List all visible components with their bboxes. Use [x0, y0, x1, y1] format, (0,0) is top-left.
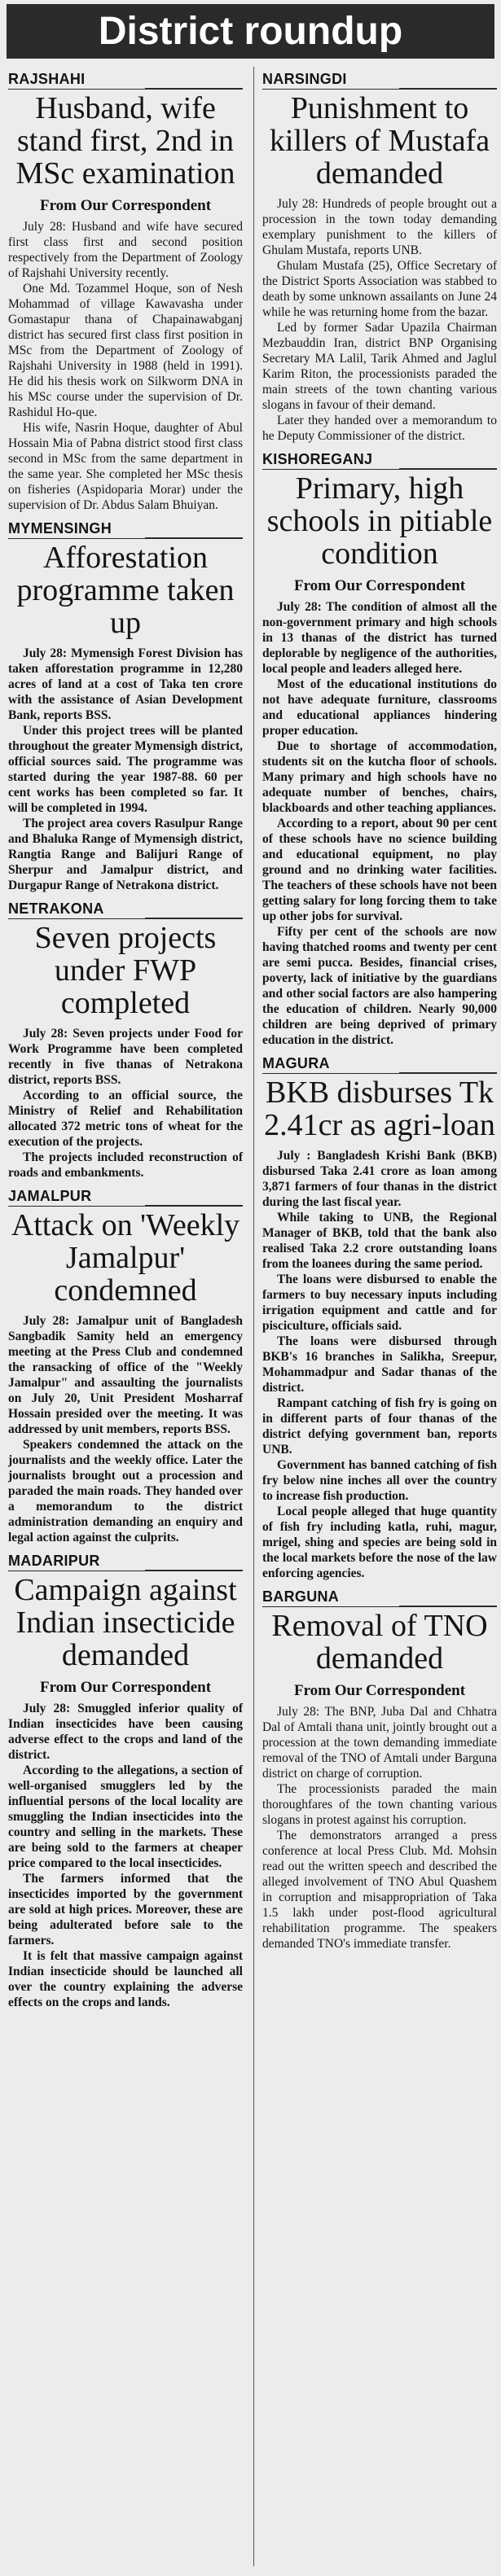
- story-dateline: RAJSHAHI: [8, 68, 243, 90]
- news-story: [8, 1550, 243, 2010]
- story-paragraph: It is felt that massive campaign against Indian insecticide should be launched all over the country explaining the adverse effects on the crops and lands.: [8, 1949, 243, 2009]
- story-paragraph: July : Bangladesh Krishi Bank (BKB) disbursed Taka 2.41 crore as loan among 3,871 farmers of four thanas in the district during the last fiscal year.: [262, 1149, 497, 1209]
- story-paragraph: July 28: Jamalpur unit of Bangladesh Sangbadik Samity held an emergency meeting at the Press Club and condemned the ransacking of office of the "Weekly Jamalpur" and assaulting the journalists on July 20, Unit President Mosharraf Hossain presided over the meeting. It was addressed by unit members, reports BSS.: [8, 1314, 243, 1436]
- story-paragraph: Later they handed over a memorandum to he Deputy Commissioner of the district.: [262, 414, 497, 443]
- story-paragraph: July 28: Mymensigh Forest Division has taken afforestation programme in 12,280 acres of land at a cost of Taka ten crore with the assistance of Asian Development Bank, reports BSS.: [8, 646, 243, 722]
- story-body: [8, 1313, 243, 1545]
- story-body: [262, 1148, 497, 1581]
- story-body: [262, 1704, 497, 1952]
- story-paragraph: Due to shortage of accommodation, students sit on the kutcha floor of schools. Many primary and high schools have no adequate number of benches, chairs, blackboards and other teaching appliances.: [262, 739, 497, 815]
- story-dateline: NETRAKONA: [8, 898, 243, 919]
- story-paragraph: July 28: The BNP, Juba Dal and Chhatra Dal of Amtali thana unit, jointly brought out a procession at the town demanding immediate removal of the TNO of Amtali under Barguna district on charge of corruption.: [262, 1705, 497, 1781]
- story-dateline: KISHOREGANJ: [262, 449, 497, 470]
- news-story: [8, 1185, 243, 1545]
- story-body: [262, 599, 497, 1048]
- story-headline: BKB disburses Tk 2.41cr as agri-loan: [264, 1076, 495, 1142]
- story-paragraph: The projects included reconstruction of roads and embankments.: [8, 1150, 243, 1180]
- story-headline: Attack on 'Weekly Jamalpur' condemned: [11, 1208, 240, 1308]
- story-paragraph: The loans were disbursed through BKB's 16 branches in Salikha, Sreepur, Mohammadpur and Sadar thanas of the district.: [262, 1334, 497, 1395]
- story-paragraph: The demonstrators arranged a press conference at local Press Club. Md. Mohsin read out the written speech and described the alleged involvement of TNO Abul Quashem in corruption and misappropriation of Taka 1.5 lakh under post-flood agricultural rehabilitation programme. The speakers demanded TNO's immediate transfer.: [262, 1829, 497, 1951]
- story-headline: Campaign against Indian insecticide demanded: [14, 1573, 237, 1672]
- story-headline: Removal of TNO demanded: [271, 1609, 488, 1676]
- story-dateline: MAGURA: [262, 1053, 497, 1074]
- news-story: [8, 518, 243, 893]
- story-dateline: JAMALPUR: [8, 1185, 243, 1207]
- story-paragraph: One Md. Tozammel Hoque, son of Nesh Mohammad of village Kawavasha under Gomastapur thana of Chapainawabganj district has secured first class first position in MSc from the Department of Zoology of Rajshahi University in 1988 (held in 1991). He did his thesis work on Silkworm DNA in his MSc course under the supervision of Dr. Rashidul Ho-que.: [8, 282, 243, 419]
- story-paragraph: While taking to UNB, the Regional Manager of BKB, told that the bank also realised Taka 2.2 crore outstanding loans from the loanees during the same period.: [262, 1211, 497, 1271]
- story-headline: Punishment to killers of Mustafa demanded: [269, 91, 490, 191]
- left-column: [8, 68, 243, 2015]
- story-byline: From Our Correspondent: [293, 577, 466, 594]
- news-story: [262, 1586, 497, 1952]
- story-paragraph: July 28: Smuggled inferior quality of Indian insecticides have been causing adverse effect to the crops and land of the district.: [8, 1702, 243, 1762]
- story-body: [8, 1701, 243, 2010]
- story-paragraph: His wife, Nasrin Hoque, daughter of Abul Hossain Mia of Pabna district stood first class second in MSc from the same department in the same year. She completed her MSc thesis on fisheries (Aspidoparia Morar) under the supervision of Dr. Abdus Salam Bhuiyan.: [8, 421, 243, 512]
- story-dateline: MYMENSINGH: [8, 518, 243, 539]
- story-paragraph: July 28: Seven projects under Food for Work Programme have been completed recently in five thanas of Netrakona district, reports BSS.: [8, 1027, 243, 1087]
- story-paragraph: Rampant catching of fish fry is going on in different parts of four thanas of the district defying government ban, reports UNB.: [262, 1396, 497, 1457]
- news-story: [8, 898, 243, 1181]
- story-body: [8, 646, 243, 893]
- story-paragraph: According to the allegations, a section of well-organised smugglers led by the influential persons of the local locality are smuggling the Indian insecticides into the country and selling in the markets. These are being sold to the farmers at cheaper price compared to the local insecticides.: [8, 1763, 243, 1870]
- story-paragraph: Fifty per cent of the schools are now having thatched rooms and twenty per cent are semi pucca. Besides, financial crises, poverty, lack of initiative by the guardians and other social factors are also hampering the education of children. Nearly 90,000 children are being deprived of primary education in the district.: [262, 925, 497, 1047]
- story-body: [8, 1026, 243, 1181]
- story-headline: Husband, wife stand first, 2nd in MSc examination: [15, 91, 235, 191]
- story-byline: From Our Correspondent: [39, 1679, 212, 1696]
- column-divider: [253, 67, 254, 2566]
- story-paragraph: Local people alleged that huge quantity of fish fry including katla, ruhi, magur, mrigel, shing and species are being sold in the local markets before the nose of the law enforcing agencies.: [262, 1505, 497, 1580]
- story-body: [8, 219, 243, 513]
- story-paragraph: The processionists paraded the main thoroughfares of the town chanting various slogans in protest against his corruption.: [262, 1782, 497, 1827]
- news-story: [262, 1053, 497, 1581]
- story-paragraph: Ghulam Mustafa (25), Office Secretary of the District Sports Association was stabbed to death by some unknown assailants on June 24 while he was returning home from the bazar.: [262, 259, 497, 319]
- news-story: [262, 68, 497, 444]
- story-dateline: MADARIPUR: [8, 1550, 243, 1571]
- story-headline: Afforestation programme taken up: [16, 541, 235, 640]
- story-dateline: NARSINGDI: [262, 68, 497, 90]
- news-story: [8, 68, 243, 513]
- story-body: [262, 196, 497, 444]
- story-headline: Seven projects under FWP completed: [34, 921, 217, 1020]
- story-paragraph: Led by former Sadar Upazila Chairman Mezbauddin Iran, district BNP Organising Secretary MA Lalil, Tarik Ahmed and Jaglul Karim Riton, the processionists paraded the main streets of the town chanting various slogans in favour of their demand.: [262, 321, 497, 412]
- story-paragraph: July 28: The condition of almost all the non-government primary and high schools in 13 thanas of the district has turned deplorable by negligence of the authorities, local people and leaders alleged here.: [262, 600, 497, 676]
- story-paragraph: The project area covers Rasulpur Range and Bhaluka Range of Mymensigh district, Rangtia Range and Balijuri Range of Sherpur and Jamalpur district, and Durgapur Range of Netrakona district.: [8, 817, 243, 892]
- story-paragraph: Most of the educational institutions do not have adequate furniture, classrooms and educational appliances hindering proper education.: [262, 677, 497, 738]
- story-byline: From Our Correspondent: [293, 1682, 466, 1699]
- story-headline: Primary, high schools in pitiable condition: [266, 471, 493, 571]
- story-dateline: BARGUNA: [262, 1586, 497, 1607]
- story-paragraph: Under this project trees will be planted throughout the greater Mymensigh district, official sources said. The programme was started during the year 1987-88. 60 per cent works has been completed so far. It will be completed in 1994.: [8, 724, 243, 815]
- story-paragraph: The farmers informed that the insecticides imported by the government are sold at high prices. Moreover, these are being adulterated before sale to the farmers.: [8, 1872, 243, 1947]
- right-column: [262, 68, 497, 1956]
- news-story: [262, 449, 497, 1048]
- story-byline: From Our Correspondent: [39, 197, 212, 214]
- story-paragraph: According to an official source, the Ministry of Relief and Rehabilitation allocated 372 metric tons of wheat for the execution of the projects.: [8, 1089, 243, 1149]
- page-title: District roundup: [7, 4, 494, 59]
- story-paragraph: The loans were disbursed to enable the farmers to buy necessary inputs including irrigation equipment and cattle and for pisciculture, officials said.: [262, 1273, 497, 1333]
- story-paragraph: Speakers condemned the attack on the journalists and the weekly office. Later the journalists brought out a procession and paraded the main roads. They handed over a memorandum to the district administration demanding an enquiry and legal action against the culprits.: [8, 1438, 243, 1544]
- story-paragraph: July 28: Husband and wife have secured first class first and second position respectively from the Department of Zoology of Rajshahi University recently.: [8, 220, 243, 280]
- story-paragraph: July 28: Hundreds of people brought out a procession in the town today demanding exemplary punishment to the killers of Ghulam Mustafa, reports UNB.: [262, 197, 497, 257]
- story-paragraph: Government has banned catching of fish fry below nine inches all over the country to increase fish production.: [262, 1458, 497, 1503]
- story-paragraph: According to a report, about 90 per cent of these schools have no science building and educational equipment, no play ground and no drinking water facilities. The teachers of these schools have not been getting salary for long forcing them to take up other jobs for survival.: [262, 817, 497, 923]
